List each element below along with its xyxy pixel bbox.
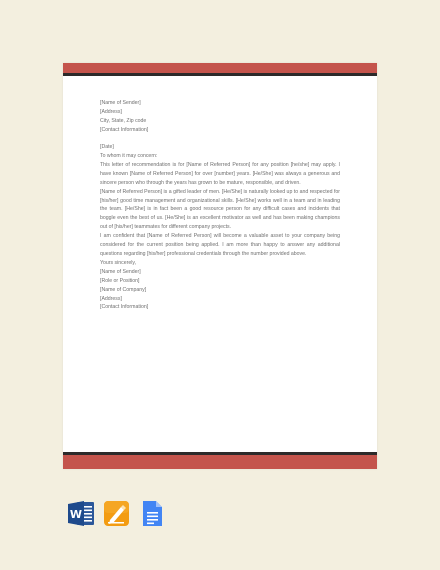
word-icon[interactable] bbox=[68, 500, 95, 527]
closing: Yours sincerely, bbox=[100, 259, 137, 266]
sender-name: [Name of Sender] bbox=[100, 100, 141, 106]
salutation: To whom it may concern: bbox=[100, 153, 158, 160]
signature-role: [Role or Position] bbox=[100, 277, 140, 284]
signature-address: [Address] bbox=[100, 295, 122, 302]
paragraph-2: [Name of Referred Person] is a gifted leader of men. [He/She] is naturally looked up to and respected for [his/her] good time management and organizational skills. [He/She] works well in a team and in leading the team. [He/She] is in fact been a good resource person for any difficult cases and incidents that boggle even the best of us. [He/She] is an excellent motivator as well and has been making champions out of [his/her] teammates for different company projects. bbox=[100, 188, 340, 231]
paragraph-3: I am confident that [Name of Referred Person] will become a valuable asset to your company being considered for the current position being applied. I am more than happy to answer any additional questions regarding [his/her] professional credentials through the number provided above. bbox=[100, 233, 340, 257]
signature-block bbox=[100, 268, 340, 313]
signature-company: [Name of Company] bbox=[100, 286, 147, 293]
letter-body bbox=[100, 99, 340, 321]
signature-contact: [Contact Information] bbox=[100, 304, 149, 311]
signature-name: [Name of Sender] bbox=[100, 268, 141, 275]
sender-block bbox=[100, 99, 340, 135]
sender-city: City, State, Zip code bbox=[100, 117, 147, 124]
svg-text:W: W bbox=[69, 508, 83, 521]
sender-address: [Address] bbox=[100, 108, 122, 115]
google-docs-icon[interactable] bbox=[138, 500, 165, 527]
document-page bbox=[63, 63, 377, 469]
footer-red-band bbox=[63, 455, 377, 469]
format-icons bbox=[68, 500, 168, 530]
header-red-band bbox=[63, 63, 377, 73]
letter-date: [Date] bbox=[100, 144, 114, 151]
sender-contact: [Contact Information] bbox=[100, 126, 149, 133]
header-dark-band bbox=[63, 73, 377, 76]
pages-icon[interactable] bbox=[103, 500, 130, 527]
paragraph-1: This letter of recommendation is for [Name of Referred Person] for any position [he/she] may apply. I have known [Name of Referred Person] for over [number] years. [He/She] was always a generous and sincere person who through the years has grown to be mature, responsible, and driven. bbox=[100, 161, 340, 186]
